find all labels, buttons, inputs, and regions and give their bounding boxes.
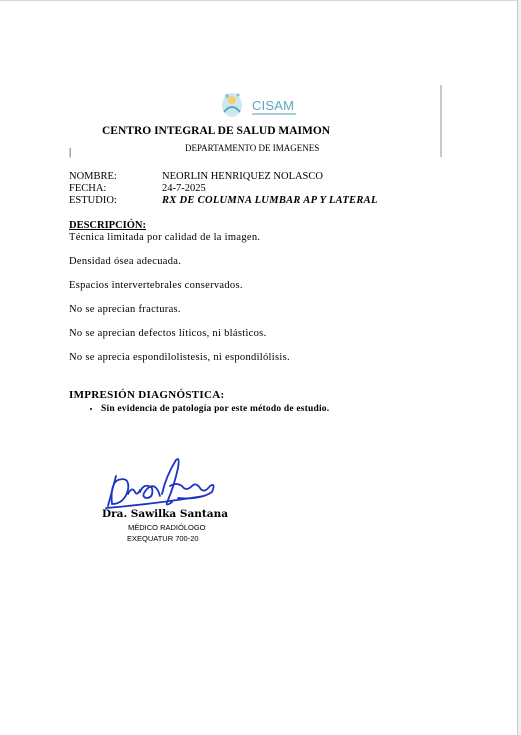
date-row	[69, 183, 378, 195]
name-label: NOMBRE:	[69, 171, 117, 182]
impression-section	[69, 388, 329, 416]
description-section	[69, 220, 290, 364]
department-title: DEPARTAMENTO DE IMAGENES	[185, 143, 320, 153]
study-label: ESTUDIO:	[69, 195, 117, 206]
logo-text: CISAM	[252, 98, 295, 113]
description-line: No se aprecian fracturas.	[69, 304, 181, 315]
signature-name: Dra. Sawilka Santana	[102, 508, 228, 520]
description-line: Densidad ósea adecuada.	[69, 256, 182, 267]
logo-underline	[252, 113, 296, 115]
text-cursor[interactable]: |	[69, 146, 72, 158]
margin-marker	[440, 85, 442, 157]
study-row	[69, 195, 378, 207]
patient-fields	[69, 171, 378, 207]
study-value: RX DE COLUMNA LUMBAR AP Y LATERAL	[162, 195, 378, 206]
date-label: FECHA:	[69, 183, 107, 194]
description-line: No se aprecia espondilolistesis, ni espondilólisis.	[69, 352, 290, 363]
description-line: Espacios intervertebrales conservados.	[69, 280, 243, 291]
description-line: Técnica limitada por calidad de la imagen.	[69, 232, 261, 243]
name-row	[69, 171, 378, 183]
institution-title: CENTRO INTEGRAL DE SALUD MAIMON	[102, 125, 331, 137]
description-heading: DESCRIPCIÓN:	[69, 220, 147, 231]
name-value: NEORLIN HENRIQUEZ NOLASCO	[162, 171, 323, 182]
impression-list	[69, 403, 329, 416]
signature-exequatur: EXEQUATUR 700-20	[127, 534, 199, 543]
signature-icon	[104, 456, 224, 512]
impression-heading: IMPRESIÓN DIAGNÓSTICA:	[69, 389, 225, 401]
description-line: No se aprecian defectos líticos, ni blásticos.	[69, 328, 267, 339]
impression-item: • Sin evidencia de patología por este método de estudio.	[101, 403, 329, 416]
signature-role: MÉDICO RADIÓLOGO	[128, 523, 206, 532]
date-value: 24-7-2025	[162, 183, 206, 194]
